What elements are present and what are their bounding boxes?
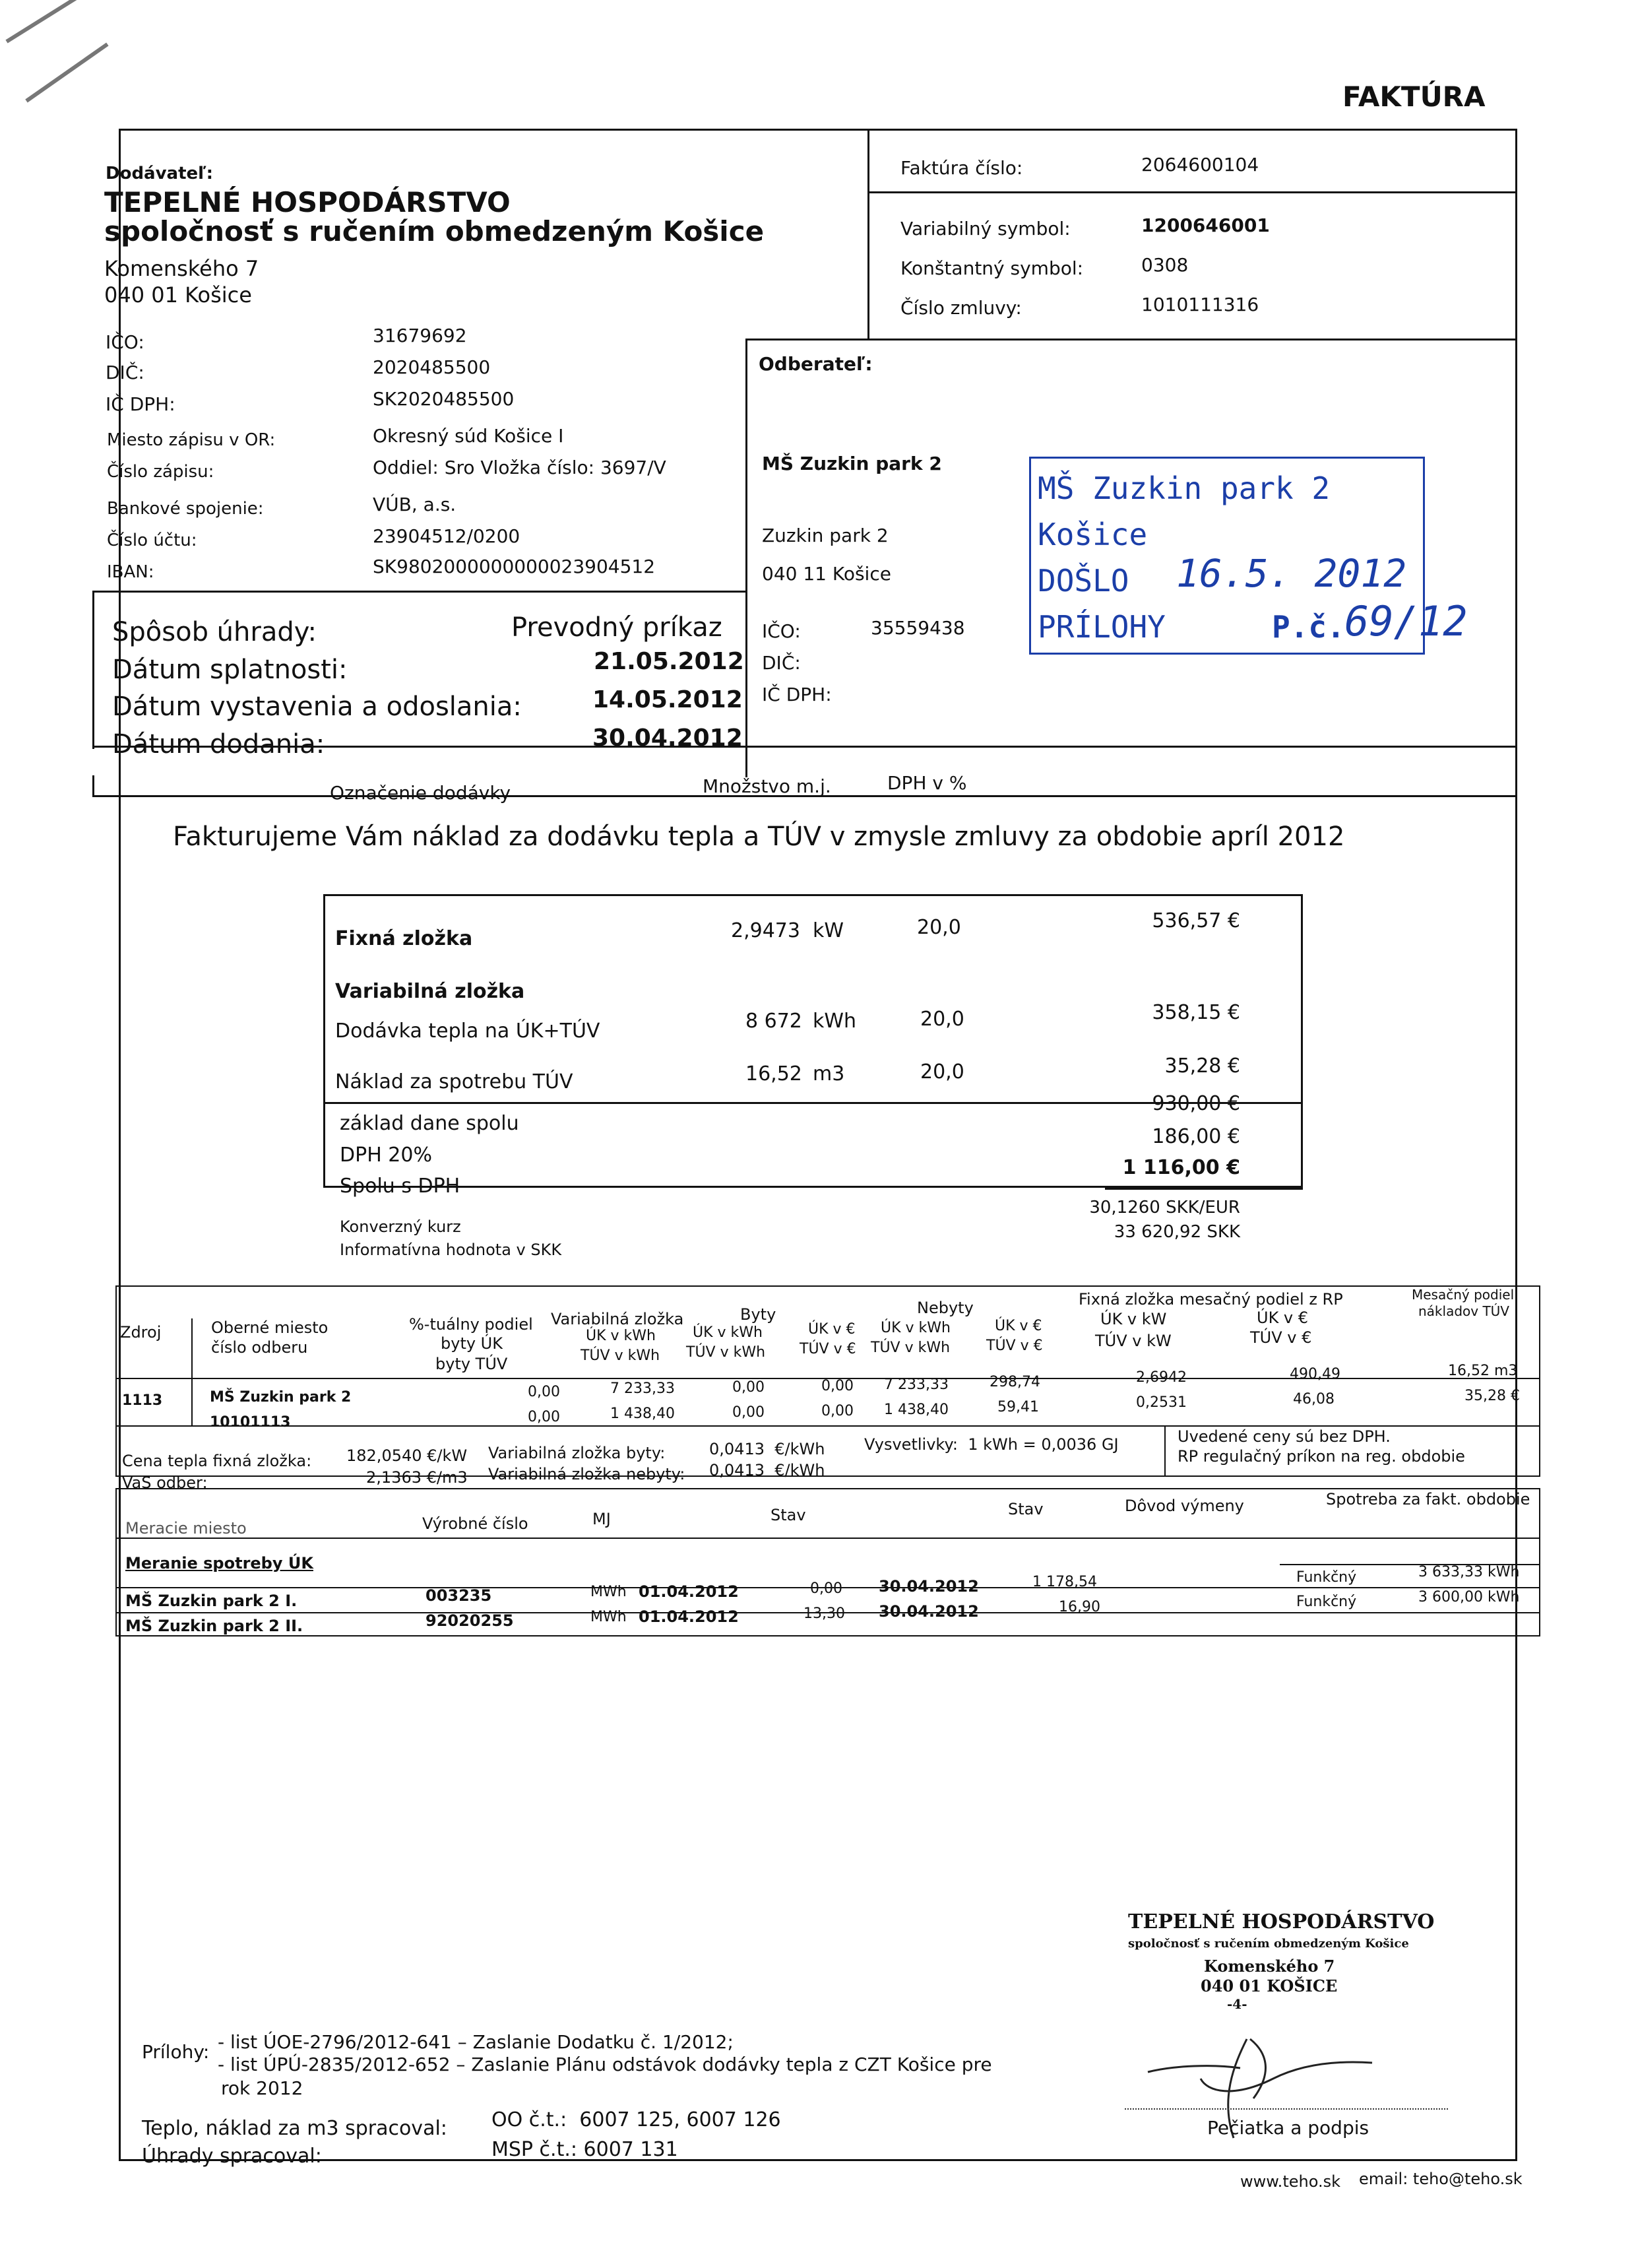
meter-row-date2: 30.04.2012 — [879, 1577, 979, 1596]
divider — [745, 339, 1517, 340]
divider — [92, 591, 745, 593]
meter-section-title: Meranie spotreby ÚK — [125, 1554, 313, 1572]
meter-row-status: Funkčný — [1296, 1594, 1357, 1610]
attachments-label: Prílohy: — [142, 2041, 210, 2063]
supplier-field-label: IČO: — [106, 331, 144, 353]
detail-header-fix: TÚV v € — [1250, 1328, 1312, 1347]
divider — [1105, 1188, 1303, 1190]
meter-header-place: Meracie miesto — [125, 1519, 247, 1538]
conversion-info-label: Informatívna hodnota v SKK — [340, 1241, 562, 1259]
item-variable-label: Variabilná zložka — [335, 980, 525, 1003]
supplier-name-line1: TEPELNÉ HOSPODÁRSTVO — [104, 186, 511, 218]
variable-symbol-value: 1200646001 — [1141, 214, 1270, 236]
detail-header-odber: Oberné miesto — [211, 1318, 329, 1337]
item-tuv-qty: 16,52 — [745, 1062, 802, 1085]
meter-row-value1: 0,00 — [810, 1580, 842, 1597]
item-heat-qty: 8 672 — [745, 1010, 802, 1033]
divider — [745, 339, 747, 777]
detail-var-uk: 7 233,33 — [610, 1380, 675, 1397]
due-date-value: 21.05.2012 — [594, 648, 744, 675]
column-header-quantity: Množstvo m.j. — [703, 775, 831, 797]
item-heat-vat: 20,0 — [920, 1008, 964, 1031]
supplier-field-label: Bankové spojenie: — [107, 499, 264, 519]
supplier-street: Komenského 7 — [104, 256, 259, 281]
company-stamp-line5: -4- — [1227, 1996, 1247, 2012]
detail-zdroj: 1113 — [122, 1392, 163, 1409]
constant-symbol-value: 0308 — [1141, 254, 1189, 276]
supplier-field-label: Číslo účtu: — [107, 531, 197, 550]
supplier-field-value: 2020485500 — [373, 356, 491, 378]
company-stamp-line2: spoločnosť s ručením obmedzeným Košice — [1128, 1937, 1409, 1951]
price-vas-value: 2,1363 €/m3 — [366, 1468, 468, 1487]
detail-odber-name: MŠ Zuzkin park 2 — [210, 1389, 352, 1406]
detail-header-zdroj: Zdroj — [120, 1323, 162, 1342]
meter-row-consumption: 3 600,00 kWh — [1418, 1589, 1520, 1605]
detail-header-pct: byty TÚV — [435, 1355, 508, 1373]
customer-icdph-label: IČ DPH: — [762, 684, 832, 705]
detail-header-nebyty: Nebyty — [917, 1299, 974, 1317]
variable-symbol-label: Variabilný symbol: — [900, 218, 1071, 240]
stamp-handwritten-date: 16.5. 2012 — [1176, 551, 1407, 596]
detail-header-nebyty: TÚV v € — [986, 1338, 1043, 1354]
supplier-field-label: IBAN: — [107, 562, 154, 582]
meter-row-value1: 13,30 — [803, 1605, 845, 1622]
detail-var-tuv: 1 438,40 — [610, 1406, 675, 1422]
meter-row-consumption: 3 633,33 kWh — [1418, 1564, 1520, 1580]
staple-mark — [5, 0, 80, 44]
detail-header-var: TÚV v kWh — [581, 1347, 660, 1364]
due-date-label: Dátum splatnosti: — [112, 655, 348, 685]
meter-row-place: MŠ Zuzkin park 2 II. — [125, 1617, 303, 1635]
price-var-byty-label: Variabilná zložka byty: — [488, 1444, 666, 1462]
detail-pct-uk: 0,00 — [528, 1384, 560, 1400]
contract-number-label: Číslo zmluvy: — [900, 297, 1022, 319]
total-label: Spolu s DPH — [340, 1175, 460, 1198]
meter-header-consumption: Spotreba za fakt. obdobie — [1326, 1490, 1530, 1508]
supplier-field-value: SK9802000000000023904512 — [373, 556, 656, 577]
price-note-1: Uvedené ceny sú bez DPH. — [1178, 1427, 1391, 1446]
detail-monthly-eur: 35,28 € — [1464, 1388, 1520, 1404]
divider — [867, 191, 1517, 193]
meter-header-mj: MJ — [592, 1510, 611, 1528]
supplier-field-label: DIČ: — [106, 362, 144, 383]
detail-header-byty: ÚK v kWh — [693, 1324, 763, 1341]
meter-row-date1: 01.04.2012 — [639, 1582, 739, 1601]
supplier-field-label: Číslo zápisu: — [107, 462, 214, 482]
detail-header-var: ÚK v kWh — [586, 1328, 656, 1344]
price-note-2: RP regulačný príkon na reg. obdobie — [1178, 1447, 1465, 1466]
processed-pay-value: MSP č.t.: 6007 131 — [491, 2138, 678, 2161]
detail-header-monthly: Mesačný podiel — [1412, 1287, 1515, 1303]
footer-email[interactable]: email: teho@teho.sk — [1359, 2170, 1523, 2188]
vat-label: DPH 20% — [340, 1144, 432, 1167]
supplier-city: 040 01 Košice — [104, 282, 252, 308]
divider — [115, 1538, 1540, 1539]
customer-name: MŠ Zuzkin park 2 — [762, 453, 942, 474]
detail-fix-tuve: 46,08 — [1293, 1391, 1335, 1408]
detail-header-fix: TÚV v kW — [1095, 1332, 1172, 1350]
detail-header-monthly: nákladov TÚV — [1418, 1303, 1509, 1319]
item-tuv-label: Náklad za spotrebu TÚV — [335, 1070, 573, 1093]
detail-header-byty: TÚV v € — [800, 1341, 856, 1357]
stamp-handwritten-number: 69/12 — [1344, 597, 1468, 645]
detail-byty-uk: 0,00 — [732, 1379, 765, 1396]
staple-mark — [25, 43, 108, 103]
stamp-line2: Košice — [1038, 517, 1148, 552]
meter-header-stav: Stav — [1008, 1500, 1044, 1518]
detail-header-byty: Byty — [740, 1305, 776, 1324]
delivery-date-label: Dátum dodania: — [112, 729, 325, 760]
payment-method-label: Spôsob úhrady: — [112, 617, 317, 647]
meter-header-serial: Výrobné číslo — [422, 1514, 528, 1533]
item-heat-unit: kWh — [813, 1010, 857, 1033]
detail-header-nebyty: TÚV v kWh — [871, 1340, 951, 1356]
meter-row-date1: 01.04.2012 — [639, 1607, 739, 1626]
meter-row-value2: 1 178,54 — [1032, 1574, 1097, 1590]
detail-header-fix: Fixná zložka mesačný podiel z RP — [1079, 1290, 1343, 1309]
supplier-field-label: Miesto zápisu v OR: — [107, 430, 276, 450]
issue-date-label: Dátum vystavenia a odoslania: — [112, 692, 522, 722]
detail-fix-tuv: 0,2531 — [1136, 1394, 1187, 1411]
item-fixed-qty: 2,9473 — [731, 919, 800, 942]
meter-header-stav: Stav — [771, 1506, 806, 1524]
conversion-rate-value: 30,1260 SKK/EUR — [1089, 1198, 1240, 1217]
detail-byty-tuv: 0,00 — [732, 1404, 765, 1421]
price-vas-label: VaS odber: — [122, 1474, 208, 1492]
price-fix-label: Cena tepla fixná zložka: — [122, 1452, 312, 1470]
detail-header-var: Variabilná zložka — [551, 1310, 684, 1328]
supplier-field-value: 23904512/0200 — [373, 525, 520, 547]
item-tuv-unit: m3 — [813, 1062, 845, 1085]
item-heat-amount: 358,15 € — [1152, 1001, 1240, 1024]
received-stamp — [1029, 457, 1468, 655]
base-amount: 930,00 € — [1152, 1092, 1240, 1115]
item-heat-label: Dodávka tepla na ÚK+TÚV — [335, 1020, 600, 1043]
base-label: základ dane spolu — [340, 1112, 519, 1135]
detail-byty-tuve: 0,00 — [821, 1403, 854, 1419]
customer-label: Odberateľ: — [759, 353, 873, 375]
meter-header-reason: Dôvod výmeny — [1125, 1497, 1244, 1515]
detail-fix-uke: 490,49 — [1290, 1366, 1340, 1382]
attachment-1: - list ÚOE-2796/2012-641 – Zaslanie Dodatku č. 1/2012; — [218, 2031, 734, 2053]
meter-row-serial: 003235 — [425, 1586, 492, 1605]
divider — [92, 591, 94, 749]
detail-nebyty-tuve: 59,41 — [997, 1399, 1039, 1415]
total-amount: 1 116,00 € — [1122, 1156, 1240, 1179]
customer-ico-label: IČO: — [762, 620, 801, 642]
divider — [191, 1318, 193, 1425]
column-header-vat: DPH v % — [887, 772, 967, 794]
footer-website[interactable]: www.teho.sk — [1240, 2172, 1340, 2191]
meter-row-value2: 16,90 — [1059, 1599, 1100, 1615]
divider — [1164, 1425, 1166, 1477]
invoice-number-value: 2064600104 — [1141, 154, 1259, 176]
stamp-line1: MŠ Zuzkin park 2 — [1038, 470, 1331, 506]
detail-header-odber: číslo odberu — [211, 1338, 308, 1357]
detail-pct-tuv: 0,00 — [528, 1409, 560, 1425]
item-fixed-amount: 536,57 € — [1152, 909, 1240, 932]
meter-row-place: MŠ Zuzkin park 2 I. — [125, 1592, 298, 1610]
price-fix-value: 182,0540 €/kW — [346, 1446, 468, 1465]
divider — [867, 129, 869, 340]
document-title: FAKTÚRA — [1342, 81, 1486, 113]
divider — [92, 775, 94, 796]
detail-header-byty: TÚV v kWh — [686, 1344, 766, 1361]
detail-monthly-m3: 16,52 m3 — [1448, 1363, 1518, 1379]
issue-date-value: 14.05.2012 — [592, 686, 743, 713]
item-fixed-unit: kW — [813, 919, 844, 942]
supplier-field-value: Oddiel: Sro Vložka číslo: 3697/V — [373, 457, 666, 478]
detail-header-fix: ÚK v € — [1257, 1309, 1309, 1327]
detail-header-fix: ÚK v kW — [1100, 1310, 1167, 1328]
divider — [115, 1425, 1540, 1427]
customer-ico-value: 35559438 — [871, 617, 965, 639]
company-stamp-line1: TEPELNÉ HOSPODÁRSTVO — [1128, 1910, 1435, 1933]
stamp-pc-label: P.č. — [1272, 609, 1345, 645]
processed-heat-label: Teplo, náklad za m3 spracoval: — [142, 2117, 447, 2140]
meter-row-serial: 92020255 — [425, 1611, 514, 1630]
customer-street: Zuzkin park 2 — [762, 525, 889, 546]
customer-dic-label: DIČ: — [762, 652, 801, 674]
signature-line — [1125, 2108, 1448, 2110]
invoice-number-label: Faktúra číslo: — [900, 157, 1023, 179]
meter-row-date2: 30.04.2012 — [879, 1602, 979, 1621]
constant-symbol-label: Konštantný symbol: — [900, 257, 1084, 279]
column-header-designation: Označenie dodávky — [330, 782, 511, 804]
processed-pay-label: Úhrady spracoval: — [142, 2145, 322, 2168]
supplier-name-line2: spoločnosť s ručením obmedzeným Košice — [104, 215, 765, 247]
conversion-rate-label: Konverzný kurz — [340, 1217, 461, 1236]
detail-header-nebyty: ÚK v kWh — [881, 1320, 951, 1336]
detail-header-pct: byty ÚK — [441, 1334, 503, 1353]
detail-nebyty-uke: 298,74 — [990, 1374, 1040, 1390]
processed-heat-value: OO č.t.: 6007 125, 6007 126 — [491, 2108, 781, 2131]
detail-header-byty: ÚK v € — [808, 1321, 856, 1338]
supplier-field-value: 31679692 — [373, 325, 467, 346]
price-var-byty-value: 0,0413 €/kWh — [709, 1440, 825, 1458]
detail-nebyty-uk: 7 233,33 — [884, 1377, 949, 1393]
item-tuv-vat: 20,0 — [920, 1060, 964, 1084]
stamp-line3: DOŠLO — [1038, 563, 1129, 599]
conversion-info-value: 33 620,92 SKK — [1114, 1222, 1240, 1242]
meter-row-status: Funkčný — [1296, 1569, 1357, 1586]
company-stamp-line3: Komenského 7 — [1204, 1957, 1335, 1976]
invoice-intro-text: Fakturujeme Vám náklad za dodávku tepla a TÚV v zmysle zmluvy za obdobie apríl 2012 — [173, 822, 1345, 852]
detail-byty-uke: 0,00 — [821, 1378, 854, 1394]
stamp-line4: PRÍLOHY — [1038, 609, 1166, 645]
customer-city: 040 11 Košice — [762, 563, 891, 585]
price-var-nebyty-value: 0,0413 €/kWh — [709, 1461, 825, 1479]
detail-odber-number: 10101113 — [210, 1414, 291, 1431]
meter-row-mj: MWh — [590, 1609, 627, 1625]
item-tuv-amount: 35,28 € — [1164, 1054, 1240, 1078]
detail-nebyty-tuv: 1 438,40 — [884, 1402, 949, 1418]
detail-header-nebyty: ÚK v € — [995, 1318, 1042, 1334]
contract-number-value: 1010111316 — [1141, 294, 1259, 315]
company-stamp-line4: 040 01 KOŠICE — [1201, 1976, 1338, 1995]
supplier-field-label: IČ DPH: — [106, 393, 175, 415]
supplier-label: Dodávateľ: — [106, 164, 214, 183]
detail-fix-uk: 2,6942 — [1136, 1369, 1187, 1386]
detail-header-pct: %-tuálny podiel — [409, 1315, 533, 1334]
signature-label: Pečiatka a podpis — [1207, 2117, 1369, 2139]
price-var-nebyty-label: Variabilná zložka nebyty: — [488, 1465, 685, 1483]
supplier-field-value: VÚB, a.s. — [373, 494, 456, 515]
attachment-2: - list ÚPÚ-2835/2012-652 – Zaslanie Plánu odstávok dodávky tepla z CZT Košice pre — [218, 2054, 992, 2075]
vat-amount: 186,00 € — [1152, 1125, 1240, 1148]
supplier-field-value: SK2020485500 — [373, 388, 515, 410]
item-fixed-vat: 20,0 — [917, 916, 961, 939]
meter-row-mj: MWh — [590, 1584, 627, 1600]
attachment-3: rok 2012 — [221, 2077, 303, 2099]
delivery-date-value: 30.04.2012 — [592, 725, 743, 752]
item-fixed-label: Fixná zložka — [335, 927, 473, 950]
payment-method-value: Prevodný príkaz — [511, 612, 722, 643]
price-explanation: Vysvetlivky: 1 kWh = 0,0036 GJ — [864, 1435, 1119, 1454]
supplier-field-value: Okresný súd Košice I — [373, 425, 564, 447]
